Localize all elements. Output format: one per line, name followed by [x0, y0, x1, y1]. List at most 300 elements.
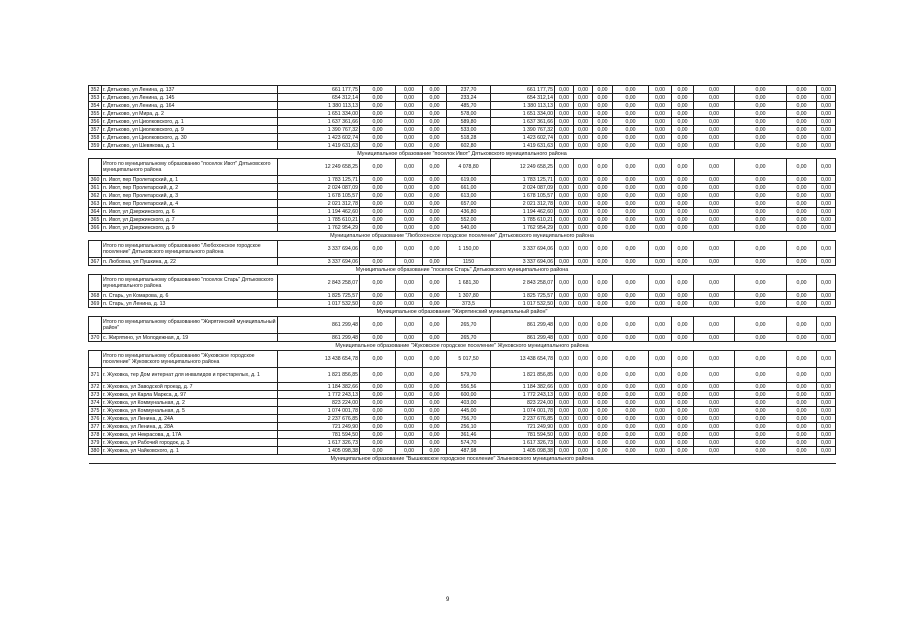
value-cell: 0,00 — [649, 118, 672, 126]
address-cell: п. Ивот, ул Дзержинского, д. 6 — [102, 208, 278, 216]
row-number-cell — [89, 241, 102, 258]
value-cell: 0,00 — [735, 184, 787, 192]
value-cell: 0,00 — [694, 399, 735, 407]
value-cell: 0,00 — [787, 176, 817, 184]
value-cell: 0,00 — [787, 184, 817, 192]
table-row — [89, 431, 836, 439]
amount-cell: 654 312,14 — [491, 94, 555, 102]
value-cell: 0,00 — [735, 192, 787, 200]
address-cell: г. Дятьково, ул Циолковского, д. 30 — [102, 134, 278, 142]
value-cell: 0,00 — [694, 275, 735, 292]
address-cell: п. Старь, ул Ленина, д. 13 — [102, 300, 278, 308]
value-cell: 0,00 — [555, 176, 574, 184]
value-cell: 0,00 — [613, 110, 649, 118]
amount-cell: 1 617 326,73 — [491, 439, 555, 447]
table-row — [89, 391, 836, 399]
value-cell: 0,00 — [817, 300, 836, 308]
value-cell: 0,00 — [694, 216, 735, 224]
value-cell: 0,00 — [649, 415, 672, 423]
value-cell: 0,00 — [817, 102, 836, 110]
value-cell: 0,00 — [593, 118, 613, 126]
value-cell: 0,00 — [423, 383, 447, 391]
value-cell: 0,00 — [396, 275, 423, 292]
value-cell: 0,00 — [613, 300, 649, 308]
row-number-cell: 353 — [89, 94, 102, 102]
table-row — [89, 102, 836, 110]
amount-cell: 1 785 610,21 — [491, 216, 555, 224]
value-cell: 0,00 — [672, 192, 694, 200]
value-cell: 0,00 — [694, 208, 735, 216]
table-row — [89, 423, 836, 431]
value-cell: 0,00 — [817, 399, 836, 407]
value-cell: 0,00 — [396, 94, 423, 102]
section-title: Муниципальное образование "Вышковское городское поселение" Злынковского муниципального района — [89, 455, 836, 464]
value-cell: 0,00 — [735, 351, 787, 368]
value-cell: 0,00 — [613, 415, 649, 423]
value-cell: 0,00 — [649, 159, 672, 176]
amount-cell: 654 312,14 — [278, 94, 360, 102]
address-cell: г. Жуковка, ул Коммунальная, д. 2 — [102, 399, 278, 407]
value-cell: 0,00 — [694, 447, 735, 455]
table-row — [89, 224, 836, 232]
value-cell: 0,00 — [593, 407, 613, 415]
value-cell: 0,00 — [672, 159, 694, 176]
value-cell: 0,00 — [817, 439, 836, 447]
value-cell: 0,00 — [735, 216, 787, 224]
row-number-cell: 373 — [89, 391, 102, 399]
value-cell: 0,00 — [735, 241, 787, 258]
value-cell: 0,00 — [817, 216, 836, 224]
value-cell: 0,00 — [360, 439, 396, 447]
value-cell: 0,00 — [574, 334, 593, 342]
value-cell: 0,00 — [735, 292, 787, 300]
value-cell: 0,00 — [613, 431, 649, 439]
value-cell: 0,00 — [817, 118, 836, 126]
value-cell: 661,00 — [447, 184, 491, 192]
value-cell: 0,00 — [649, 439, 672, 447]
value-cell: 0,00 — [555, 300, 574, 308]
value-cell: 589,80 — [447, 118, 491, 126]
value-cell: 0,00 — [574, 447, 593, 455]
value-cell: 0,00 — [360, 224, 396, 232]
value-cell: 0,00 — [649, 134, 672, 142]
value-cell: 0,00 — [574, 224, 593, 232]
value-cell: 0,00 — [396, 176, 423, 184]
value-cell: 0,00 — [649, 126, 672, 134]
value-cell: 0,00 — [672, 292, 694, 300]
address-cell: п. Ивот, ул Дзержинского, д. 7 — [102, 216, 278, 224]
value-cell: 0,00 — [360, 391, 396, 399]
value-cell: 0,00 — [423, 300, 447, 308]
value-cell: 0,00 — [672, 224, 694, 232]
value-cell: 0,00 — [593, 241, 613, 258]
value-cell: 0,00 — [735, 86, 787, 94]
value-cell: 233,24 — [447, 94, 491, 102]
value-cell: 0,00 — [593, 176, 613, 184]
value-cell: 0,00 — [593, 300, 613, 308]
value-cell: 0,00 — [396, 258, 423, 266]
value-cell: 0,00 — [574, 300, 593, 308]
value-cell: 0,00 — [694, 118, 735, 126]
address-cell: г. Жуковка, ул Чайковского, д. 1 — [102, 447, 278, 455]
value-cell: 0,00 — [817, 184, 836, 192]
value-cell: 0,00 — [694, 415, 735, 423]
value-cell: 0,00 — [735, 431, 787, 439]
value-cell: 0,00 — [672, 407, 694, 415]
value-cell: 0,00 — [694, 142, 735, 150]
address-cell: г. Жуковка, ул Ленина, д. 28А — [102, 423, 278, 431]
value-cell: 0,00 — [593, 275, 613, 292]
table-row — [89, 176, 836, 184]
address-cell: г. Дятьково, ул Циолковского, д. 9 — [102, 126, 278, 134]
value-cell: 373,5 — [447, 300, 491, 308]
row-number-cell: 376 — [89, 415, 102, 423]
value-cell: 0,00 — [593, 258, 613, 266]
value-cell: 0,00 — [574, 292, 593, 300]
amount-cell: 1 419 631,63 — [278, 142, 360, 150]
section-header-row — [89, 266, 836, 275]
value-cell: 0,00 — [694, 184, 735, 192]
total-row — [89, 159, 836, 176]
value-cell: 0,00 — [593, 184, 613, 192]
value-cell: 0,00 — [613, 423, 649, 431]
value-cell: 0,00 — [694, 110, 735, 118]
value-cell: 0,00 — [593, 399, 613, 407]
value-cell: 0,00 — [735, 447, 787, 455]
row-number-cell: 354 — [89, 102, 102, 110]
amount-cell: 12 249 658,25 — [278, 159, 360, 176]
value-cell: 0,00 — [817, 415, 836, 423]
value-cell: 0,00 — [555, 399, 574, 407]
row-number-cell: 370 — [89, 334, 102, 342]
value-cell: 0,00 — [787, 200, 817, 208]
value-cell: 619,00 — [447, 176, 491, 184]
table-row — [89, 184, 836, 192]
value-cell: 0,00 — [787, 142, 817, 150]
amount-cell: 861 299,48 — [278, 317, 360, 334]
value-cell: 487,98 — [447, 447, 491, 455]
amount-cell: 721 249,90 — [278, 423, 360, 431]
value-cell: 0,00 — [593, 423, 613, 431]
value-cell: 0,00 — [649, 383, 672, 391]
value-cell: 0,00 — [735, 102, 787, 110]
value-cell: 0,00 — [613, 447, 649, 455]
amount-cell: 1 762 954,29 — [278, 224, 360, 232]
row-number-cell: 374 — [89, 399, 102, 407]
address-cell: Итого по муниципальному образованию "поселок Старь" Дятьковского муниципального района — [102, 275, 278, 292]
value-cell: 0,00 — [613, 241, 649, 258]
value-cell: 0,00 — [787, 102, 817, 110]
value-cell: 237,70 — [447, 86, 491, 94]
value-cell: 0,00 — [817, 447, 836, 455]
value-cell: 0,00 — [735, 275, 787, 292]
amount-cell: 1 405 098,38 — [491, 447, 555, 455]
row-number-cell: 367 — [89, 258, 102, 266]
address-cell: п. Ивот, ул Дзержинского, д. 9 — [102, 224, 278, 232]
value-cell: 0,00 — [817, 126, 836, 134]
value-cell: 0,00 — [613, 351, 649, 368]
value-cell: 0,00 — [694, 391, 735, 399]
value-cell: 0,00 — [817, 241, 836, 258]
value-cell: 0,00 — [574, 86, 593, 94]
value-cell: 0,00 — [423, 118, 447, 126]
value-cell: 0,00 — [396, 431, 423, 439]
value-cell: 0,00 — [360, 317, 396, 334]
value-cell: 0,00 — [574, 407, 593, 415]
value-cell: 0,00 — [574, 275, 593, 292]
value-cell: 0,00 — [787, 258, 817, 266]
row-number-cell: 355 — [89, 110, 102, 118]
value-cell: 0,00 — [613, 102, 649, 110]
value-cell: 0,00 — [817, 192, 836, 200]
amount-cell: 823 224,00 — [278, 399, 360, 407]
value-cell: 0,00 — [360, 383, 396, 391]
value-cell: 0,00 — [593, 216, 613, 224]
value-cell: 0,00 — [735, 94, 787, 102]
value-cell: 0,00 — [649, 368, 672, 383]
amount-cell: 861 299,48 — [278, 334, 360, 342]
value-cell: 0,00 — [593, 368, 613, 383]
section-title: Муниципальное образование "поселок Ивот" Дятьковского муниципального района — [89, 150, 836, 159]
table-row — [89, 447, 836, 455]
value-cell: 578,00 — [447, 110, 491, 118]
address-cell: г. Жуковка, ул Карла Маркса, д. 97 — [102, 391, 278, 399]
address-cell: п. Ивот, пер Пролетарский, д. 2 — [102, 184, 278, 192]
value-cell: 4 078,80 — [447, 159, 491, 176]
value-cell: 0,00 — [423, 86, 447, 94]
value-cell: 0,00 — [360, 110, 396, 118]
value-cell: 0,00 — [613, 407, 649, 415]
value-cell: 0,00 — [735, 334, 787, 342]
value-cell: 0,00 — [649, 407, 672, 415]
value-cell: 602,80 — [447, 142, 491, 150]
value-cell: 657,00 — [447, 200, 491, 208]
total-row — [89, 351, 836, 368]
value-cell: 0,00 — [817, 334, 836, 342]
value-cell: 0,00 — [672, 126, 694, 134]
value-cell: 0,00 — [574, 192, 593, 200]
value-cell: 0,00 — [555, 126, 574, 134]
value-cell: 0,00 — [613, 159, 649, 176]
value-cell: 0,00 — [360, 192, 396, 200]
row-number-cell: 368 — [89, 292, 102, 300]
table-row — [89, 86, 836, 94]
value-cell: 0,00 — [672, 368, 694, 383]
value-cell: 0,00 — [694, 407, 735, 415]
value-cell: 0,00 — [396, 300, 423, 308]
address-cell: г. Дятьково, ул Циолковского, д. 1 — [102, 118, 278, 126]
value-cell: 0,00 — [735, 407, 787, 415]
value-cell: 0,00 — [423, 275, 447, 292]
table-row — [89, 383, 836, 391]
value-cell: 0,00 — [817, 391, 836, 399]
value-cell: 0,00 — [555, 351, 574, 368]
amount-cell: 1 390 767,32 — [491, 126, 555, 134]
value-cell: 0,00 — [649, 94, 672, 102]
value-cell: 0,00 — [649, 258, 672, 266]
value-cell: 361,46 — [447, 431, 491, 439]
row-number-cell: 363 — [89, 200, 102, 208]
value-cell: 0,00 — [735, 110, 787, 118]
value-cell: 0,00 — [423, 208, 447, 216]
value-cell: 0,00 — [787, 399, 817, 407]
value-cell: 0,00 — [555, 118, 574, 126]
value-cell: 0,00 — [574, 317, 593, 334]
value-cell: 0,00 — [574, 258, 593, 266]
value-cell: 0,00 — [817, 224, 836, 232]
row-number-cell: 379 — [89, 439, 102, 447]
table-row — [89, 334, 836, 342]
address-cell: п. Ивот, пер Пролетарский, д. 3 — [102, 192, 278, 200]
value-cell: 0,00 — [396, 241, 423, 258]
value-cell: 0,00 — [694, 292, 735, 300]
table-row — [89, 208, 836, 216]
value-cell: 0,00 — [555, 110, 574, 118]
value-cell: 0,00 — [735, 118, 787, 126]
value-cell: 0,00 — [555, 258, 574, 266]
value-cell: 0,00 — [613, 134, 649, 142]
value-cell: 0,00 — [694, 439, 735, 447]
value-cell: 0,00 — [360, 399, 396, 407]
address-cell: г. Дятьково, ул Мира, д. 2 — [102, 110, 278, 118]
value-cell: 0,00 — [423, 134, 447, 142]
value-cell: 265,70 — [447, 317, 491, 334]
value-cell: 0,00 — [423, 241, 447, 258]
value-cell: 445,00 — [447, 407, 491, 415]
row-number-cell: 358 — [89, 134, 102, 142]
value-cell: 0,00 — [735, 383, 787, 391]
value-cell: 0,00 — [817, 94, 836, 102]
amount-cell: 1 074 001,78 — [491, 407, 555, 415]
value-cell: 0,00 — [735, 300, 787, 308]
value-cell: 0,00 — [787, 208, 817, 216]
total-row — [89, 241, 836, 258]
value-cell: 0,00 — [423, 399, 447, 407]
value-cell: 0,00 — [423, 192, 447, 200]
table-row — [89, 126, 836, 134]
value-cell: 0,00 — [613, 439, 649, 447]
value-cell: 0,00 — [593, 447, 613, 455]
value-cell: 0,00 — [694, 86, 735, 94]
address-cell: п. Ивот, пер Пролетарский, д. 1 — [102, 176, 278, 184]
value-cell: 0,00 — [694, 351, 735, 368]
value-cell: 0,00 — [593, 192, 613, 200]
value-cell: 0,00 — [672, 86, 694, 94]
value-cell: 0,00 — [817, 383, 836, 391]
value-cell: 0,00 — [574, 415, 593, 423]
table-body — [89, 86, 836, 464]
value-cell: 0,00 — [649, 399, 672, 407]
value-cell: 0,00 — [817, 258, 836, 266]
section-title: Муниципальное образование "Жуковское городское поселение" Жуковского муниципального района — [89, 342, 836, 351]
value-cell: 0,00 — [555, 292, 574, 300]
value-cell: 0,00 — [593, 292, 613, 300]
value-cell: 0,00 — [613, 126, 649, 134]
value-cell: 0,00 — [787, 94, 817, 102]
value-cell: 574,70 — [447, 439, 491, 447]
row-number-cell: 364 — [89, 208, 102, 216]
value-cell: 0,00 — [735, 399, 787, 407]
value-cell: 0,00 — [672, 241, 694, 258]
amount-cell: 1 678 105,57 — [491, 192, 555, 200]
amount-cell: 1 194 462,60 — [491, 208, 555, 216]
value-cell: 0,00 — [787, 391, 817, 399]
value-cell: 0,00 — [613, 317, 649, 334]
value-cell: 0,00 — [649, 184, 672, 192]
value-cell: 0,00 — [817, 134, 836, 142]
table-row — [89, 110, 836, 118]
value-cell: 0,00 — [396, 192, 423, 200]
value-cell: 0,00 — [555, 407, 574, 415]
value-cell: 0,00 — [574, 391, 593, 399]
value-cell: 0,00 — [672, 391, 694, 399]
value-cell: 0,00 — [672, 142, 694, 150]
value-cell: 540,00 — [447, 224, 491, 232]
value-cell: 0,00 — [555, 142, 574, 150]
amount-cell: 1 821 856,85 — [278, 368, 360, 383]
value-cell: 0,00 — [396, 86, 423, 94]
value-cell: 0,00 — [555, 391, 574, 399]
amount-cell: 661 177,75 — [278, 86, 360, 94]
value-cell: 0,00 — [735, 126, 787, 134]
value-cell: 0,00 — [593, 351, 613, 368]
value-cell: 0,00 — [593, 334, 613, 342]
row-number-cell: 352 — [89, 86, 102, 94]
value-cell: 0,00 — [360, 415, 396, 423]
document-sheet — [88, 85, 835, 464]
value-cell: 0,00 — [360, 134, 396, 142]
value-cell: 0,00 — [787, 368, 817, 383]
address-cell: Итого по муниципальному образованию "Любохонское городское поселение" Дятьковского муниципального района — [102, 241, 278, 258]
value-cell: 0,00 — [360, 102, 396, 110]
amount-cell: 1 380 113,13 — [278, 102, 360, 110]
repair-program-table — [88, 85, 836, 464]
value-cell: 0,00 — [423, 292, 447, 300]
value-cell: 0,00 — [817, 431, 836, 439]
amount-cell: 1 637 361,66 — [491, 118, 555, 126]
address-cell: г. Жуковка, ул Некрасова, д. 17А — [102, 431, 278, 439]
value-cell: 0,00 — [360, 300, 396, 308]
value-cell: 0,00 — [423, 368, 447, 383]
table-row — [89, 292, 836, 300]
value-cell: 0,00 — [555, 317, 574, 334]
value-cell: 0,00 — [787, 241, 817, 258]
address-cell: Итого по муниципальному образованию "поселок Ивот" Дятьковского муниципального района — [102, 159, 278, 176]
value-cell: 0,00 — [672, 423, 694, 431]
value-cell: 0,00 — [360, 118, 396, 126]
value-cell: 0,00 — [649, 292, 672, 300]
total-row — [89, 317, 836, 334]
value-cell: 0,00 — [396, 200, 423, 208]
address-cell: п. Старь, ул Комарова, д. 6 — [102, 292, 278, 300]
value-cell: 0,00 — [396, 216, 423, 224]
value-cell: 1 150,00 — [447, 241, 491, 258]
amount-cell: 1 074 001,78 — [278, 407, 360, 415]
address-cell: г. Жуковка, тер Дом интернат для инвалидов и престарелых, д. 1 — [102, 368, 278, 383]
value-cell: 518,28 — [447, 134, 491, 142]
value-cell: 0,00 — [694, 300, 735, 308]
row-number-cell: 369 — [89, 300, 102, 308]
value-cell: 0,00 — [613, 94, 649, 102]
amount-cell: 2 843 258,07 — [491, 275, 555, 292]
value-cell: 0,00 — [817, 200, 836, 208]
amount-cell: 1 017 532,50 — [491, 300, 555, 308]
value-cell: 0,00 — [735, 134, 787, 142]
address-cell: г. Жуковка, ул Коммунальная, д. 5 — [102, 407, 278, 415]
value-cell: 0,00 — [694, 241, 735, 258]
amount-cell: 1 405 098,38 — [278, 447, 360, 455]
value-cell: 0,00 — [593, 383, 613, 391]
